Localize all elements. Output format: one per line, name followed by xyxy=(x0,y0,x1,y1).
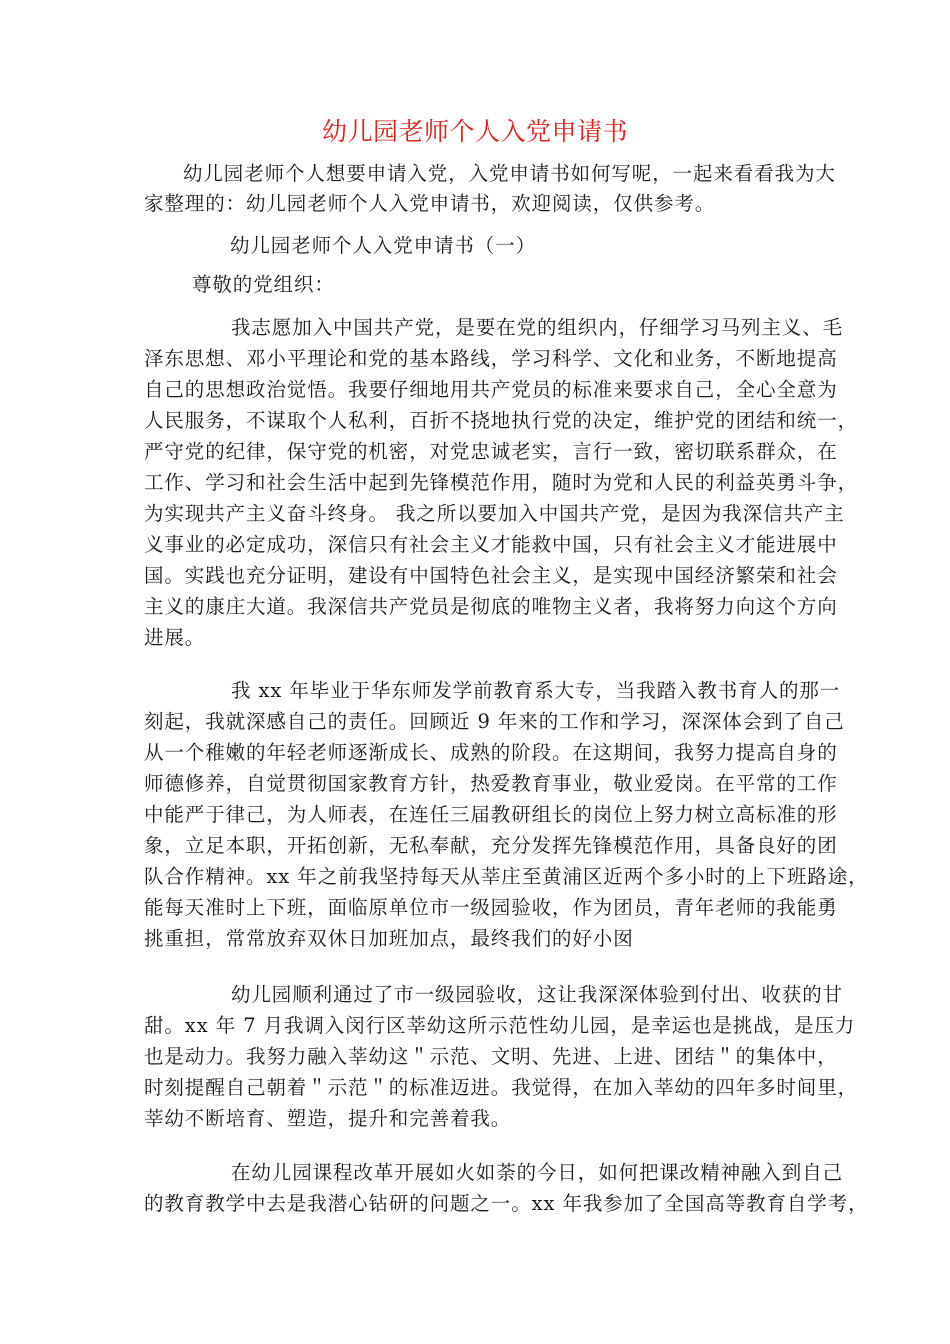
paragraph-line: 国。实践也充分证明，建设有中国特色社会主义，是实现中国经济繁荣和社会 xyxy=(144,564,838,587)
paragraph-line: 工作、学习和社会生活中起到先锋模范作用，随时为党和人民的利益英勇斗争， xyxy=(144,471,859,494)
salutation: 尊敬的党组织： xyxy=(192,273,335,296)
paragraph-line: 师德修养，自觉贯彻国家教育方针，热爱教育事业，敬业爱岗。在平常的工作 xyxy=(144,772,838,795)
document-title: 幼儿园老师个人入党申请书 xyxy=(321,117,628,146)
paragraph-line: 我志愿加入中国共产党，是要在党的组织内，仔细学习马列主义、毛 xyxy=(231,316,844,339)
intro-line: 家整理的：幼儿园老师个人入党申请书，欢迎阅读，仅供参考。 xyxy=(144,192,716,215)
intro-line: 幼儿园老师个人想要申请入党，入党申请书如何写呢，一起来看看我为大 xyxy=(183,162,836,185)
paragraph-line: 队合作精神。xx 年之前我坚持每天从莘庄至黄浦区近两个多小时的上下班路途， xyxy=(144,865,869,888)
paragraph-line: 挑重担，常常放弃双休日加班加点，最终我们的好小囡 xyxy=(144,927,634,950)
paragraph-line: 幼儿园顺利通过了市一级园验收，这让我深深体验到付出、收获的甘 xyxy=(231,983,844,1006)
paragraph-line: 也是动力。我努力融入莘幼这＂示范、文明、先进、上进、团结＂的集体中， xyxy=(144,1045,838,1068)
paragraph-line: 进展。 xyxy=(144,626,206,649)
paragraph-line: 人民服务，不谋取个人私利，百折不挠地执行党的决定，维护党的团结和统一， xyxy=(144,409,859,432)
paragraph-line: 甜。xx 年 7 月我调入闵行区莘幼这所示范性幼儿园，是幸运也是挑战，是压力 xyxy=(144,1014,856,1037)
paragraph-line: 在幼儿园课程改革开展如火如荼的今日，如何把课改精神融入到自己 xyxy=(231,1161,844,1184)
paragraph-line: 时刻提醒自己朝着＂示范＂的标准迈进。我觉得，在加入莘幼的四年多时间里， xyxy=(144,1076,859,1099)
section-subtitle: 幼儿园老师个人入党申请书（一） xyxy=(230,234,537,257)
paragraph-line: 的教育教学中去是我潜心钻研的问题之一。xx 年我参加了全国高等教育自学考， xyxy=(144,1192,869,1215)
paragraph-line: 从一个稚嫩的年轻老师逐渐成长、成熟的阶段。在这期间，我努力提高自身的 xyxy=(144,741,838,764)
paragraph-line: 自己的思想政治觉悟。我要仔细地用共产党员的标准来要求自己，全心全意为 xyxy=(144,378,838,401)
paragraph-line: 我 xx 年毕业于华东师发学前教育系大专，当我踏入教书育人的那一 xyxy=(231,679,841,702)
paragraph-line: 泽东思想、邓小平理论和党的基本路线，学习科学、文化和业务，不断地提高 xyxy=(144,347,838,370)
paragraph-line: 为实现共产主义奋斗终身。 我之所以要加入中国共产党，是因为我深信共产主 xyxy=(144,502,845,525)
paragraph-line: 主义的康庄大道。我深信共产党员是彻底的唯物主义者，我将努力向这个方向 xyxy=(144,595,838,618)
paragraph-line: 义事业的必定成功，深信只有社会主义才能救中国，只有社会主义才能进展中 xyxy=(144,533,838,556)
paragraph-line: 莘幼不断培育、塑造，提升和完善着我。 xyxy=(144,1107,512,1130)
paragraph-line: 严守党的纪律，保守党的机密，对党忠诚老实，言行一致，密切联系群众，在 xyxy=(144,440,838,463)
paragraph-line: 中能严于律己，为人师表，在连任三届教研组长的岗位上努力树立高标准的形 xyxy=(144,803,838,826)
paragraph-line: 刻起，我就深感自己的责任。回顾近 9 年来的工作和学习，深深体会到了自己 xyxy=(144,710,845,733)
paragraph-line: 象，立足本职，开拓创新，无私奉献，充分发挥先锋模范作用，具备良好的团 xyxy=(144,834,838,857)
paragraph-line: 能每天准时上下班，面临原单位市一级园验收，作为团员，青年老师的我能勇 xyxy=(144,896,838,919)
